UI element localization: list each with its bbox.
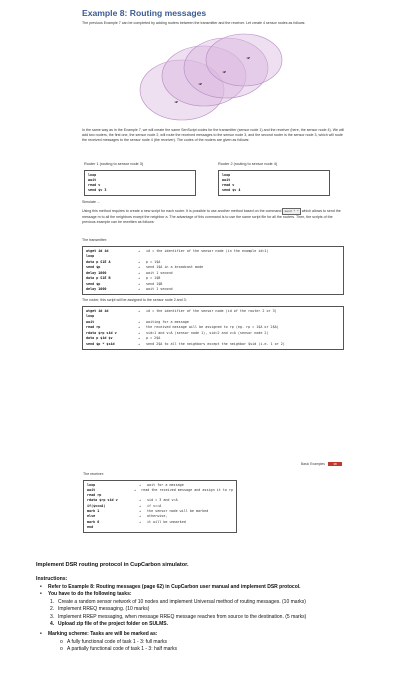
code-row: rdata $rp sid v → sid=1 and v=A (sensor node 1), sid=2 and v=A (sensor node 2) <box>86 330 269 335</box>
page-number: 38 <box>333 462 337 466</box>
task-item: 1. Create a random sensor network of 10 nodes and implement Universal method of routing messages. (10 marks) <box>50 598 306 605</box>
node-range-4 <box>206 34 282 86</box>
code-line: read v <box>88 182 101 187</box>
marking-item: o A partially functional code of task 1 - 3: half marks <box>60 646 178 653</box>
code-row: loop <box>86 314 95 318</box>
code-line: send $v 4 <box>222 188 241 193</box>
router2-code-box <box>218 170 330 196</box>
code-row: end <box>87 524 94 529</box>
network-venn-diagram <box>134 32 284 124</box>
code-row: wait → waiting for a message <box>86 319 189 324</box>
code-row: read rp <box>87 493 102 498</box>
code-row: mark 0 → it will be unmarked <box>87 519 186 524</box>
assignment-heading: Implement DSR routing protocol in CupCarbon simulator. <box>36 562 189 568</box>
send-command-chip: send * * <box>284 209 299 213</box>
code-row: delay 1000 → wait 1 second <box>86 287 173 291</box>
instructions-list <box>40 584 360 654</box>
code-row: if($v==A) → if v==A <box>87 503 162 508</box>
router2-caption: Router 2 (routing to sensor node 4) <box>218 162 278 166</box>
description-paragraph: In the same way as in the Example 7, we will create the same SenScript codes for the transmitter (sensor node 1) and the receiver (here, the sensor node 4). We will add two routers, the first one, the sensor node 2, will route the received messages to the sensor node 3, and the second router is the sensor node 3, which will route the received messages to the sensor node 4 (the receiver). The codes of the routers are given as follows: <box>82 128 345 142</box>
list-item: • Refer to Example 8: Routing messages (page 62) in CupCarbon user manual and implement DSR protocol. <box>40 584 301 590</box>
code-row: send $p * $sid → send 2$A to all the neighbors except the neighbor $sid (i.e. 1 or 2) <box>86 341 285 346</box>
simulate-text: Simulate ... <box>82 200 100 204</box>
code-row: loop → wait for a message <box>87 482 184 487</box>
list-item: • Marking scheme: Tasks are will be marked as: <box>40 631 158 638</box>
manual-page-1 <box>76 0 348 426</box>
assignment-page <box>30 542 370 700</box>
code-row: send $p → send 1$A in a broadcast mode <box>86 265 204 269</box>
transmitter-code-box <box>82 246 344 295</box>
bullet-icon: • <box>40 584 42 590</box>
code-row: wait → read the received message and assign it to rp <box>87 487 233 492</box>
bullet-icon: • <box>40 591 42 598</box>
receiver-code-box <box>83 480 237 533</box>
code-line: wait <box>222 177 231 182</box>
router-code-box <box>82 306 344 350</box>
task-item: 3. Implement RREP messaging, when message RREQ message reaches from source to the destination. (5 marks) <box>50 613 307 620</box>
list-item: • You have to do the following tasks: <box>40 591 132 598</box>
code-row: rdata $rp sid v → sid = 3 and v=A <box>87 498 178 503</box>
code-row: loop <box>86 254 95 258</box>
router1-caption: Router 1 (routing to sensor node 3) <box>84 162 144 166</box>
code-line: loop <box>222 172 231 177</box>
code-line: read v <box>222 182 235 187</box>
code-row: data p S1E A → p = 1$A <box>86 259 161 264</box>
code-row: mark 1 → the sensor node will be marked <box>87 508 209 513</box>
task-item: 2. Implement RREQ messaging. (10 marks) <box>50 606 150 613</box>
manual-page-2 <box>75 448 346 534</box>
code-line: send $v 3 <box>88 188 107 193</box>
receiver-label: The receiver: <box>83 472 104 476</box>
code-row: else → otherwise, <box>87 514 168 519</box>
transmitter-label: The transmitter: <box>82 238 108 242</box>
code-row: atget id id → id = the identifier of the sensor node (in the example id=1) <box>86 248 269 253</box>
code-row: data p $id $v → p = 2$A <box>86 336 161 340</box>
code-line: wait <box>88 177 97 182</box>
intro-text: The previous Example 7 can be completed by adding routers between the transmitter and the receiver. Let create 4 sensor nodes as follows: <box>82 21 306 25</box>
page-number-tab <box>328 462 342 466</box>
bullet-icon: • <box>40 631 42 638</box>
router1-code-box <box>84 170 196 196</box>
method-paragraph: Using this method requires to create a new script for each router. It is possible to use another method based on the command send * * which allows to send the message m to all the neighbors except the neighbor a. The advantage of this command is to use the same script file for all the routers. Then, the scripts of the previous example can be rewritten as follows: <box>82 209 341 224</box>
task-item: 4. Upload zip file of the project folder on SULMS. <box>50 621 168 628</box>
code-row: read rp → the received message will be assigned to rp (eg. rp = 1$A or 2$A) <box>86 325 279 329</box>
code-row: delay 1000 → wait 1 second <box>86 270 173 275</box>
marking-item: o A fully functional code of task 1 - 3: full marks <box>60 638 168 645</box>
code-row: atget id id → id = the identifier of the sensor node (id of the router 2 or 3) <box>86 308 277 313</box>
section-name: Basic Examples <box>300 462 325 466</box>
example-title: Example 8: Routing messages <box>82 8 207 18</box>
code-line: loop <box>88 172 97 177</box>
router-label: The router, this script will be assigned to the sensor node 2 and 3: <box>82 298 187 302</box>
instructions-label: Instructions: <box>36 576 68 582</box>
page-header <box>301 462 342 466</box>
code-row: send $p → send 1$B <box>86 281 163 286</box>
code-row: data p S1E B → p = 1$B <box>86 276 161 280</box>
